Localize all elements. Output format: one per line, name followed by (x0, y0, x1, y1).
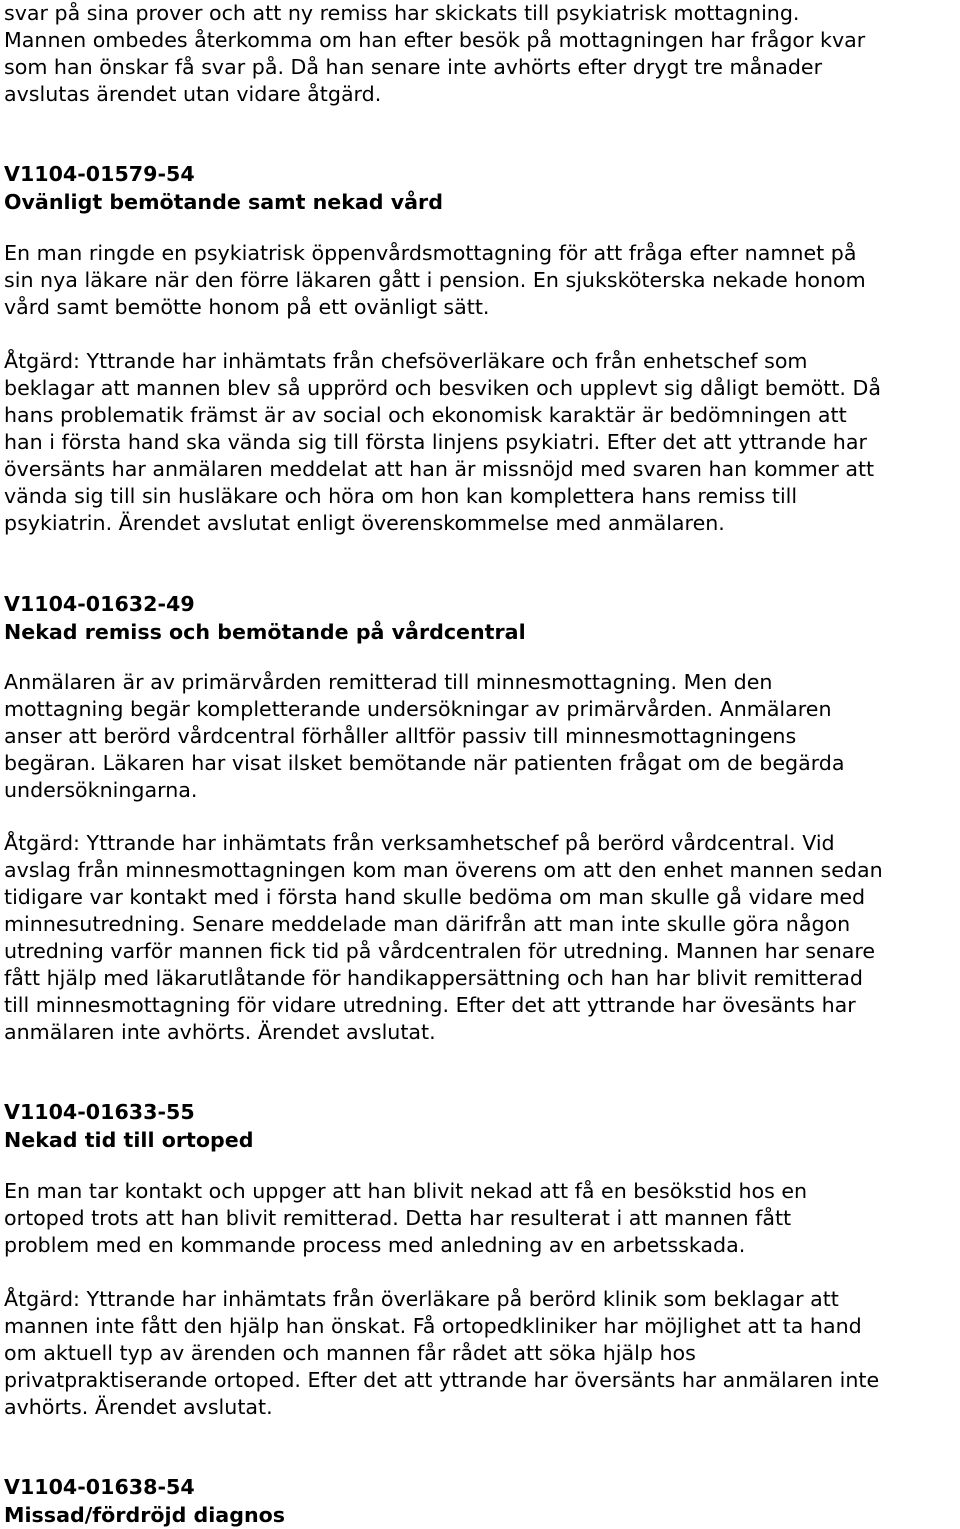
text-line: ortoped trots att han blivit remitterad. Detta har resulterat i att mannen fått (4, 1206, 792, 1230)
text-line: om aktuell typ av ärenden och mannen får rådet att söka hjälp hos (4, 1341, 696, 1365)
text-line: En man tar kontakt och uppger att han blivit nekad att få en besökstid hos en (4, 1179, 808, 1203)
text-line: han i första hand ska vända sig till första linjens psykiatri. Efter det att yttrande har (4, 430, 867, 454)
text-line: psykiatrin. Ärendet avslutat enligt överenskommelse med anmälaren. (4, 511, 725, 535)
case-id: V1104-01632-49 (4, 592, 195, 616)
text-line: översänts har anmälaren meddelat att han är missnöjd med svaren han kommer att (4, 457, 875, 481)
text-line: anser att berörd vårdcentral förhåller alltför passiv till minnesmottagningens (4, 724, 797, 748)
text-line: tidigare var kontakt med i första hand skulle bedöma om man skulle gå vidare med (4, 885, 866, 909)
action-paragraph (4, 348, 881, 537)
text-line: privatpraktiserande ortoped. Efter det att yttrande har översänts har anmälaren inte (4, 1368, 880, 1392)
case-section (4, 160, 443, 216)
intro-paragraph (4, 0, 865, 108)
text-line: avslag från minnesmottagningen kom man överens om att den enhet mannen sedan (4, 858, 883, 882)
action-paragraph (4, 830, 883, 1046)
text-line: utredning varför mannen fick tid på vårdcentralen för utredning. Mannen har senare (4, 939, 876, 963)
text-line: problem med en kommande process med anledning av en arbetsskada. (4, 1233, 746, 1257)
case-id: V1104-01579-54 (4, 162, 195, 186)
action-paragraph (4, 1286, 879, 1421)
case-title: Nekad tid till ortoped (4, 1128, 254, 1152)
case-id: V1104-01638-54 (4, 1475, 195, 1499)
text-line: hans problematik främst är av social och ekonomisk karaktär är bedömningen att (4, 403, 847, 427)
text-line: Åtgärd: Yttrande har inhämtats från chefsöverläkare och från enhetschef som (4, 349, 808, 373)
text-line: En man ringde en psykiatrisk öppenvårdsmottagning för att fråga efter namnet på (4, 241, 857, 265)
case-title: Ovänligt bemötande samt nekad vård (4, 190, 443, 214)
text-line: till minnesmottagning för vidare utredning. Efter det att yttrande har övesänts har (4, 993, 856, 1017)
case-paragraph (4, 240, 866, 321)
case-id: V1104-01633-55 (4, 1100, 195, 1124)
case-paragraph (4, 669, 845, 804)
text-line: avslutas ärendet utan vidare åtgärd. (4, 82, 382, 106)
text-line: Åtgärd: Yttrande har inhämtats från överläkare på berörd klinik som beklagar att (4, 1287, 839, 1311)
case-title: Missad/fördröjd diagnos (4, 1503, 286, 1527)
text-line: beklagar att mannen blev så upprörd och besviken och upplevt sig dåligt bemött. Då (4, 376, 882, 400)
case-section (4, 1473, 285, 1529)
text-line: sin nya läkare när den förre läkaren gått i pension. En sjuksköterska nekade honom (4, 268, 866, 292)
text-line: vård samt bemötte honom på ett ovänligt sätt. (4, 295, 490, 319)
text-line: vända sig till sin husläkare och höra om hon kan komplettera hans remiss till (4, 484, 798, 508)
text-line: minnesutredning. Senare meddelade man därifrån att man inte skulle göra någon (4, 912, 851, 936)
text-line: undersökningarna. (4, 778, 198, 802)
text-line: Anmälaren är av primärvården remitterad till minnesmottagning. Men den (4, 670, 773, 694)
text-line: begäran. Läkaren har visat ilsket bemötande när patienten frågat om de begärda (4, 751, 845, 775)
case-section (4, 1098, 253, 1154)
text-line: mannen inte fått den hjälp han önskat. Få ortopedkliniker har möjlighet att ta hand (4, 1314, 862, 1338)
text-line: fått hjälp med läkarutlåtande för handikappersättning och han har blivit remitterad (4, 966, 863, 990)
case-title: Nekad remiss och bemötande på vårdcentral (4, 620, 526, 644)
case-paragraph (4, 1178, 807, 1259)
text-line: Åtgärd: Yttrande har inhämtats från verksamhetschef på berörd vårdcentral. Vid (4, 831, 835, 855)
text-line: mottagning begär kompletterande undersökningar av primärvården. Anmälaren (4, 697, 832, 721)
text-line: anmälaren inte avhörts. Ärendet avslutat. (4, 1020, 436, 1044)
text-line: Mannen ombedes återkomma om han efter besök på mottagningen har frågor kvar (4, 28, 866, 52)
text-line: avhörts. Ärendet avslutat. (4, 1395, 273, 1419)
text-line: som han önskar få svar på. Då han senare inte avhörts efter drygt tre månader (4, 55, 823, 79)
text-line: svar på sina prover och att ny remiss har skickats till psykiatrisk mottagning. (4, 1, 800, 25)
case-section (4, 590, 526, 646)
